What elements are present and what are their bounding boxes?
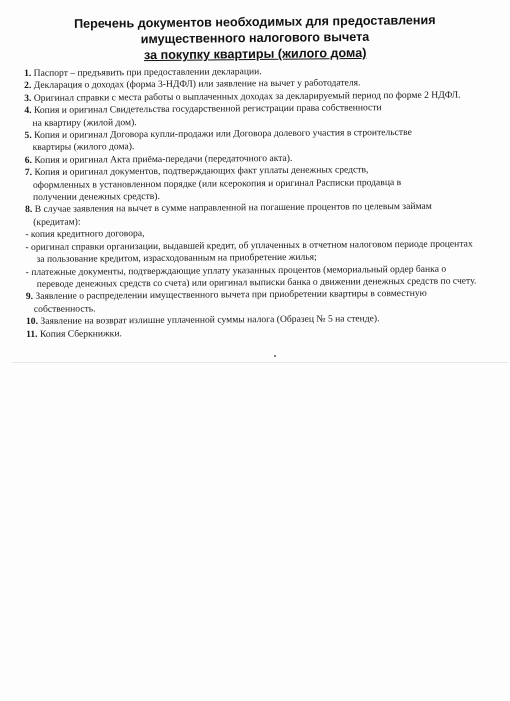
list-number: 10. bbox=[25, 316, 39, 328]
title-line-2: имущественного налогового вычета bbox=[140, 29, 370, 47]
list-text: - оригинал справки организации, выдавшей кредит, об уплаченных в отчетном налоговом периоде процентах bbox=[25, 238, 473, 253]
document-list bbox=[24, 64, 504, 341]
title-line-1: Перечень документов необходимых для предоставления bbox=[73, 13, 436, 31]
list-number: 6. bbox=[24, 154, 32, 166]
list-text: - копия кредитного договора, bbox=[25, 228, 145, 241]
list-number: 4. bbox=[24, 105, 32, 117]
list-text: на квартиру (жилой дом). bbox=[32, 116, 137, 129]
list-number: 11. bbox=[26, 328, 38, 340]
list-text: Копия и оригинал Свидетельства государственной регистрации права собственности bbox=[33, 102, 382, 117]
list-number: 9. bbox=[25, 291, 34, 303]
list-number: 3. bbox=[24, 92, 32, 104]
list-text: за пользование кредитом, израсходованным на приобретение жилья; bbox=[36, 251, 317, 266]
list-text: Оригинал справки с места работы о выплаченных доходах за декларируемый период по форме 2 НДФЛ. bbox=[33, 89, 461, 104]
list-text: В случае заявления на вычет в сумме направленной на погашение процентов по целевым займам bbox=[34, 201, 432, 216]
list-number: 2. bbox=[24, 80, 32, 92]
list-text: Копия и оригинал Договора купли-продажи или Договора долевого участия в строительстве bbox=[34, 126, 412, 141]
list-text: Заявление о распределении имущественного вычета при приобретении квартиры в совместную bbox=[35, 288, 427, 303]
list-text: квартиры (жилого дома). bbox=[32, 141, 135, 154]
scan-speck bbox=[274, 355, 276, 357]
list-item-11 bbox=[26, 325, 504, 341]
list-text: собственность. bbox=[33, 303, 96, 315]
list-text: оформленных в установленном порядке (или ксерокопия и оригинал Расписки продавца в bbox=[32, 176, 402, 191]
list-text: Копия Сберкнижки. bbox=[39, 327, 122, 340]
list-text: Паспорт – предъявить при предоставлении декларации. bbox=[33, 66, 262, 79]
list-text: Копия и оригинал документов, подтверждающих факт уплаты денежных средств, bbox=[34, 164, 369, 179]
list-number: 5. bbox=[24, 129, 32, 142]
list-text: получении денежных средств). bbox=[32, 190, 160, 203]
list-text: Декларация о доходах (форма 3-НДФЛ) или заявление на вычет у работодателя. bbox=[33, 77, 361, 92]
list-number: 8. bbox=[25, 204, 33, 216]
list-text: Заявление на возврат излишне уплаченной суммы налога (Образец № 5 на стенде). bbox=[40, 313, 380, 328]
list-number: 1. bbox=[24, 67, 32, 79]
scan-fold-line bbox=[12, 362, 508, 363]
list-text: переводе денежных средств со счета) или оригинал выписки банка о движении денежных средств по счету. bbox=[36, 275, 477, 290]
title-line-3: за покупку квартиры (жилого дома) bbox=[143, 45, 367, 63]
list-text: - платежные документы, подтверждающие уплату указанных процентов (мемориальный ордер банка о bbox=[25, 263, 447, 278]
list-text: Копия и оригинал Акта приёма-передачи (передаточного акта). bbox=[34, 152, 293, 166]
list-text: (кредитам): bbox=[33, 216, 81, 228]
list-number: 7. bbox=[24, 167, 33, 179]
document-title bbox=[40, 12, 470, 65]
